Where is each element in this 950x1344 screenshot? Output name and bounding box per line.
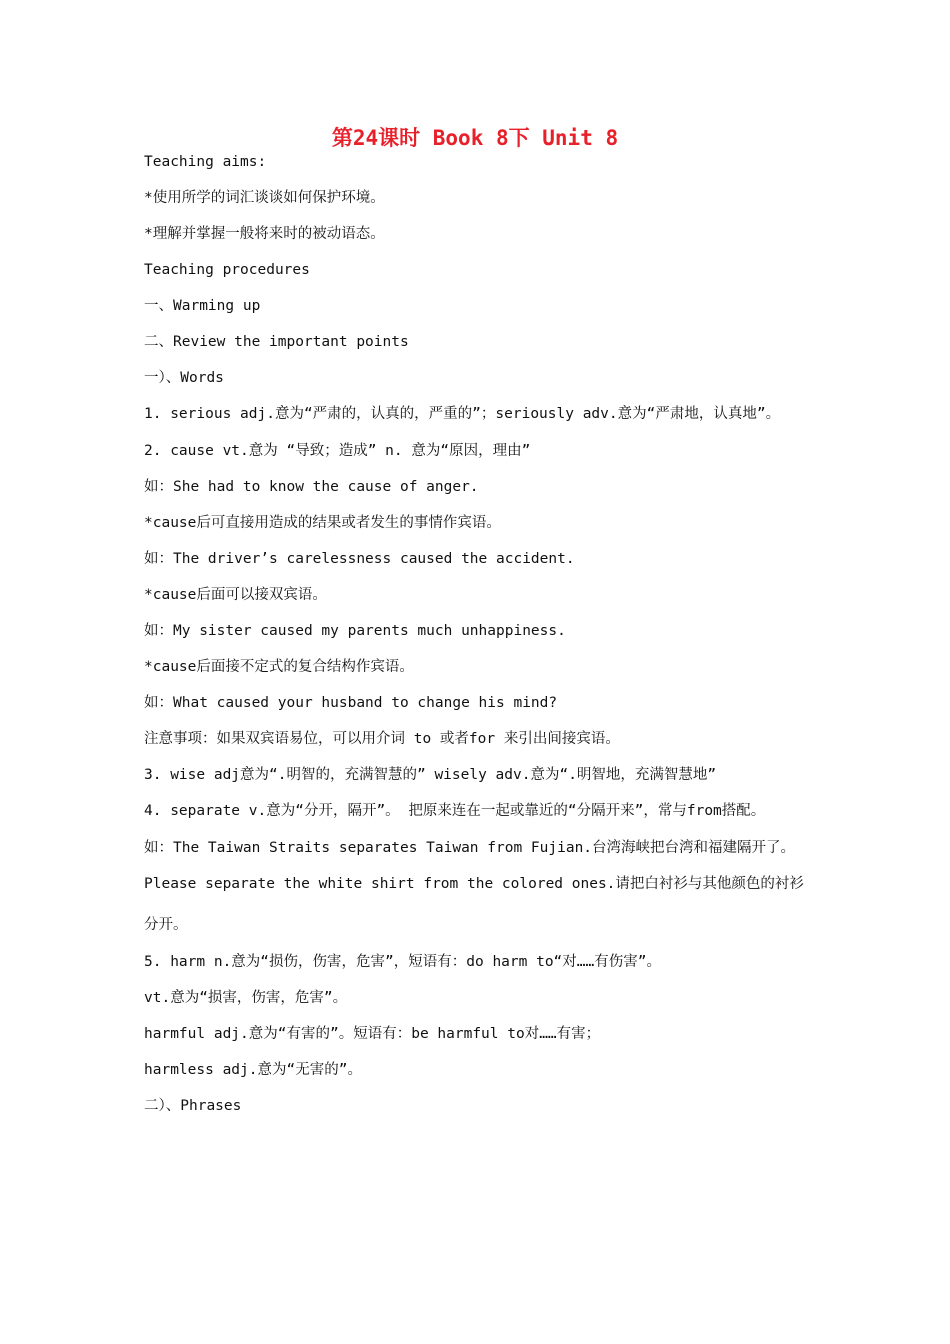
- example-line: Please separate the white shirt from the colored ones.请把白衬衫与其他颜色的衬衫分开。: [144, 876, 804, 933]
- example-line: 如：She had to know the cause of anger.: [144, 479, 479, 495]
- section-heading: 一、Warming up: [144, 298, 261, 314]
- text-line: 3. wise adj意为“.明智的，充满智慧的” wisely adv.意为“.明智地，充满智慧地”: [144, 767, 717, 783]
- subsection-heading: 一）、Words: [144, 370, 224, 386]
- example-line: 如：What caused your husband to change his mind?: [144, 695, 558, 711]
- text-line: Teaching aims:: [144, 154, 267, 170]
- text-line: 1. serious adj.意为“严肃的，认真的，严重的”；seriously adv.意为“严肃地，认真地”。: [144, 406, 781, 422]
- text-line: *理解并掌握一般将来时的被动语态。: [144, 226, 385, 242]
- text-line: harmless adj.意为“无害的”。: [144, 1062, 362, 1078]
- example-line: 如：The driver’s carelessness caused the accident.: [144, 551, 575, 567]
- text-line: 4. separate v.意为“分开，隔开”。 把原来连在一起或靠近的“分隔开来”，常与from搭配。: [144, 803, 766, 819]
- example-line: 如：My sister caused my parents much unhappiness.: [144, 623, 566, 639]
- text-line: 5. harm n.意为“损伤，伤害，危害”，短语有：do harm to“对……有伤害”。: [144, 954, 661, 970]
- section-heading: 二、Review the important points: [144, 334, 409, 350]
- page-title: 第24课时 Book 8下 Unit 8: [331, 126, 619, 150]
- text-line: *cause后面接不定式的复合结构作宾语。: [144, 659, 414, 675]
- text-line: *cause后可直接用造成的结果或者发生的事情作宾语。: [144, 515, 501, 531]
- example-line: 如：The Taiwan Straits separates Taiwan from Fujian.台湾海峡把台湾和福建隔开了。: [144, 840, 796, 856]
- text-line: vt.意为“损害，伤害，危害”。: [144, 990, 348, 1006]
- text-line: *cause后面可以接双宾语。: [144, 587, 327, 603]
- text-line: *使用所学的词汇谈谈如何保护环境。: [144, 190, 385, 206]
- text-line: 2. cause vt.意为 “导致；造成” n. 意为“原因，理由”: [144, 443, 531, 459]
- note-line: 注意事项：如果双宾语易位，可以用介词 to 或者for 来引出间接宾语。: [144, 731, 620, 747]
- text-line: harmful adj.意为“有害的”。短语有：be harmful to对……有害；: [144, 1026, 601, 1042]
- subsection-heading: 二）、Phrases: [144, 1098, 242, 1114]
- document-body: [144, 150, 812, 1130]
- text-line: Teaching procedures: [144, 262, 310, 278]
